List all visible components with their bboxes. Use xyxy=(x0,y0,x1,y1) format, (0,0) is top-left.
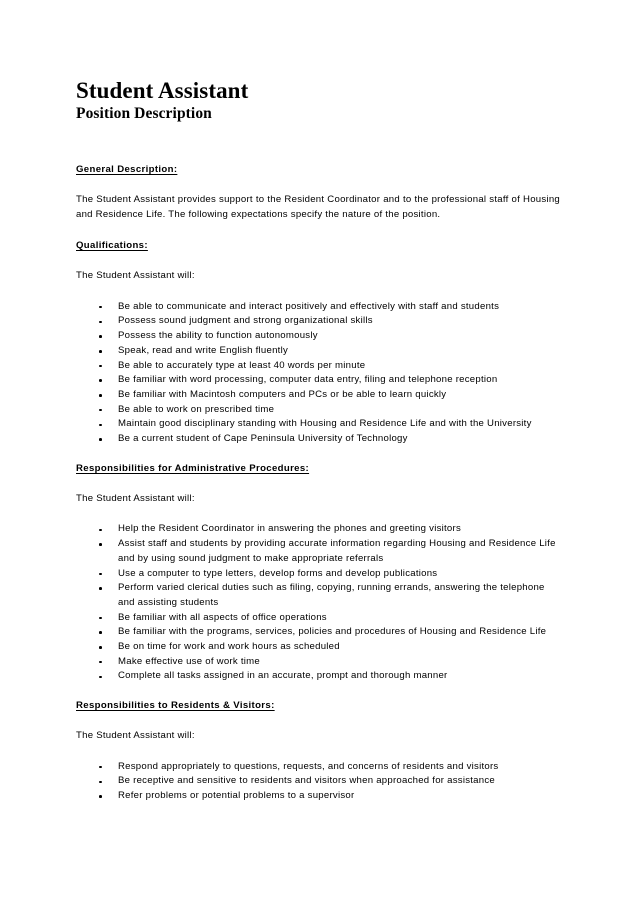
list-item-text: Be familiar with Macintosh computers and PCs or be able to learn quickly xyxy=(118,389,447,400)
list-item-text: Be able to communicate and interact positively and effectively with staff and students xyxy=(118,300,500,312)
list-item xyxy=(76,344,560,359)
list-item xyxy=(76,388,560,403)
bullet-icon xyxy=(99,365,102,368)
qualifications-list xyxy=(76,300,560,447)
bullet-icon xyxy=(99,631,102,634)
bullet-icon xyxy=(99,795,102,798)
list-item-text: Be receptive and sensitive to residents and visitors when approached for assistance xyxy=(118,775,495,787)
list-item-text: Complete all tasks assigned in an accurate, prompt and thorough manner xyxy=(118,670,448,682)
bullet-icon xyxy=(99,646,102,649)
bullet-icon xyxy=(99,438,102,441)
list-item-text: Be familiar with all aspects of office operations xyxy=(118,611,327,623)
list-item xyxy=(76,314,560,329)
list-item-text: Possess the ability to function autonomously xyxy=(118,330,318,342)
list-item-text: Perform varied clerical duties such as filing, copying, running errands, answering the telephone and assisting students xyxy=(118,582,545,608)
bullet-icon xyxy=(99,573,102,576)
list-item xyxy=(76,522,560,537)
bullet-icon xyxy=(99,766,102,769)
list-item xyxy=(76,625,560,640)
list-item-text: Help the Resident Coordinator in answering the phones and greeting visitors xyxy=(118,523,461,535)
list-item xyxy=(76,760,560,775)
list-item-text: Speak, read and write English fluently xyxy=(118,344,289,356)
list-item xyxy=(76,567,560,582)
bullet-icon xyxy=(99,321,102,324)
list-item-text: Maintain good disciplinary standing with Housing and Residence Life and with the University xyxy=(118,418,532,430)
bullet-icon xyxy=(99,306,102,309)
list-item-text: Be familiar with word processing, computer data entry, filing and telephone reception xyxy=(118,374,498,386)
list-item-text: Refer problems or potential problems to a supervisor xyxy=(118,790,355,802)
list-item-text: Be familiar with the programs, services, policies and procedures of Housing and Residence Life xyxy=(118,626,547,638)
list-item-text: Be able to work on prescribed time xyxy=(118,403,275,415)
section-paragraph: The Student Assistant provides support to the Resident Coordinator and to the professional staff of Housing and Residence Life. The following expectations specify the nature of the position. xyxy=(76,194,560,220)
list-item xyxy=(76,640,560,655)
list-item xyxy=(76,581,560,610)
section-heading: Responsibilities for Administrative Procedures: xyxy=(76,462,310,474)
administrative-procedures-list xyxy=(76,522,560,684)
section-heading: Responsibilities to Residents & Visitors: xyxy=(76,700,275,712)
section-heading: General Description: xyxy=(76,164,178,175)
list-item xyxy=(76,359,560,374)
list-item-text: Be on time for work and work hours as scheduled xyxy=(118,641,340,653)
list-item xyxy=(76,774,560,789)
list-item xyxy=(76,417,560,432)
bullet-icon xyxy=(99,587,102,590)
bullet-icon xyxy=(99,350,102,353)
list-item-text: Make effective use of work time xyxy=(118,655,260,667)
bullet-icon xyxy=(99,543,102,546)
list-item xyxy=(76,789,560,804)
bullet-icon xyxy=(99,335,102,338)
page-subtitle: Position Description xyxy=(76,105,212,122)
list-item-text: Possess sound judgment and strong organizational skills xyxy=(118,315,373,327)
section-general-description xyxy=(76,164,560,222)
list-item xyxy=(76,611,560,626)
section-residents-visitors xyxy=(76,700,560,804)
list-item xyxy=(76,373,560,388)
page-title: Student Assistant xyxy=(76,78,249,103)
list-item-text: Be able to accurately type at least 40 words per minute xyxy=(118,359,366,371)
bullet-icon xyxy=(99,617,102,620)
list-item xyxy=(76,300,560,315)
bullet-icon xyxy=(99,424,102,427)
list-item-text: Respond appropriately to questions, requests, and concerns of residents and visitors xyxy=(118,760,499,772)
section-lead-in: The Student Assistant will: xyxy=(76,730,195,742)
bullet-icon xyxy=(99,781,102,784)
list-item xyxy=(76,403,560,418)
section-qualifications xyxy=(76,240,560,447)
list-item xyxy=(76,537,560,566)
bullet-icon xyxy=(99,409,102,412)
residents-visitors-list xyxy=(76,760,560,804)
list-item-text: Assist staff and students by providing accurate information regarding Housing and Residence Life and by using sound judgment to make appropriate referrals xyxy=(118,538,556,564)
bullet-icon xyxy=(99,529,102,532)
list-item xyxy=(76,655,560,670)
section-lead-in: The Student Assistant will: xyxy=(76,270,195,282)
list-item-text: Be a current student of Cape Peninsula University of Technology xyxy=(118,433,408,445)
section-administrative-procedures xyxy=(76,463,560,684)
list-item xyxy=(76,669,560,684)
section-lead-in: The Student Assistant will: xyxy=(76,492,195,504)
bullet-icon xyxy=(99,379,102,382)
bullet-icon xyxy=(99,661,102,664)
bullet-icon xyxy=(99,394,102,397)
section-heading: Qualifications: xyxy=(76,240,148,252)
list-item xyxy=(76,329,560,344)
bullet-icon xyxy=(99,676,102,679)
list-item-text: Use a computer to type letters, develop forms and develop publications xyxy=(118,567,438,579)
list-item xyxy=(76,432,560,447)
